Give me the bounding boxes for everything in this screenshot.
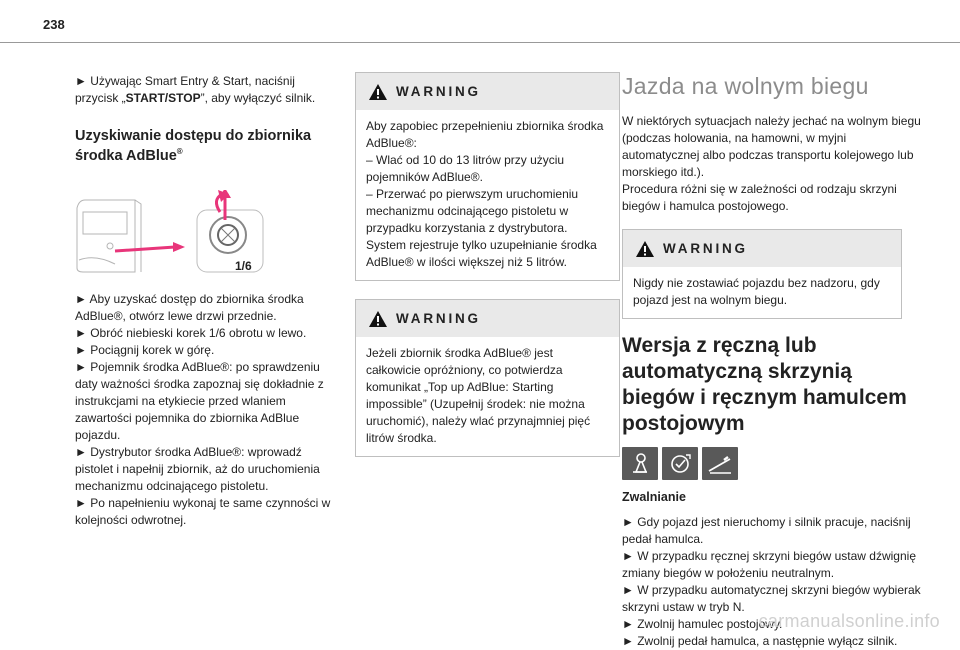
warning-text: Nigdy nie zostawiać pojazdu bez nadzoru, gdy pojazd jest na wolnym biegu. (633, 276, 880, 307)
warning-body (623, 267, 901, 318)
intro-line-2a: przycisk „ (75, 91, 126, 105)
auto-gear-icon (662, 447, 698, 480)
warning-title: WARNING (663, 241, 748, 256)
step-item: ► W przypadku ręcznej skrzyni biegów ustaw dźwignię zmiany biegów w położeniu neutralnym. (622, 549, 916, 580)
step-item: ► Pojemnik środka AdBlue®: po sprawdzeniu daty ważności środka zapoznaj się dokładnie z instrukcjami na etykiecie przed wlaniem zawartości pojemnika do zbiornika AdBlue pojazdu. (75, 360, 324, 442)
warning-body (356, 337, 619, 456)
adblue-tank-figure (75, 190, 337, 276)
warning-line: Aby zapobiec przepełnieniu zbiornika środka AdBlue®: (366, 119, 604, 150)
rotation-label: 1/6 (235, 259, 252, 273)
intro-line-1: ► Używając Smart Entry & Start, naciśnij (75, 74, 295, 88)
release-subheading: Zwalnianie (622, 490, 686, 504)
column-right (622, 72, 922, 650)
page-number: 238 (43, 17, 65, 32)
step-item: ► Gdy pojazd jest nieruchomy i silnik pracuje, naciśnij pedał hamulca. (622, 515, 911, 546)
version-icons (622, 447, 922, 480)
step-item: ► Pociągnij korek w górę. (75, 343, 215, 357)
warning-header (623, 230, 901, 267)
warning-box-unattended (622, 229, 902, 319)
freewheel-intro-2: Procedura różni się w zależności od rodzaju skrzyni biegów i hamulca postojowego. (622, 182, 897, 213)
warning-triangle-icon (368, 83, 388, 101)
parking-brake-icon (702, 447, 738, 480)
column-middle (355, 72, 620, 475)
step-item: ► Aby uzyskać dostęp do zbiornika środka AdBlue®, otwórz lewe drzwi przednie. (75, 292, 304, 323)
warning-header (356, 73, 619, 110)
intro-line-2b: ”, aby wyłączyć silnik. (200, 91, 316, 105)
manual-brake-heading: Wersja z ręczną lub automatyczną skrzynią biegów i ręcznym hamulcem postojowym (622, 334, 907, 435)
step-item: ► Zwolnij hamulec postojowy. (622, 617, 783, 631)
car-door-illustration (75, 190, 337, 276)
warning-line: – Wlać od 10 do 13 litrów przy użyciu pojemników AdBlue®. (366, 153, 565, 184)
freewheel-title: Jazda na wolnym biegu (622, 73, 869, 99)
warning-triangle-icon (635, 240, 655, 258)
warning-header (356, 300, 619, 337)
intro-paragraph (75, 73, 337, 107)
step-item: ► Po napełnieniu wykonaj te same czynności w kolejności odwrotnej. (75, 496, 331, 527)
gear-lever-icon (622, 447, 658, 480)
warning-text: Jeżeli zbiornik środka AdBlue® jest całkowicie opróżniony, co potwierdza komunikat „Top up AdBlue: Starting impossible” (Uzupełnij środek: nie można uruchomić), należy wlać przynajmniej pięć litrów środka. (366, 346, 591, 445)
warning-body (356, 110, 619, 280)
column-left (75, 73, 337, 529)
warning-title: WARNING (396, 311, 481, 326)
access-steps (75, 291, 337, 529)
step-item: ► Dystrybutor środka AdBlue®: wprowadź pistolet i napełnij zbiornik, aż do uruchomienia mechanizmu odcinającego pistoletu. (75, 445, 320, 493)
warning-title: WARNING (396, 84, 481, 99)
start-stop-label: START/STOP (125, 91, 201, 105)
header-divider (0, 42, 960, 43)
warning-triangle-icon (368, 310, 388, 328)
step-item: ► Zwolnij pedał hamulca, a następnie wyłącz silnik. (622, 634, 898, 648)
freewheel-intro: W niektórych sytuacjach należy jechać na wolnym biegu (podczas holowania, na hamowni, w myjni automatycznej albo podczas transportu kolejowego lub morskiego itd.). (622, 114, 921, 179)
site-watermark: carmanualsonline.info (758, 611, 940, 631)
warning-box-empty-tank (355, 299, 620, 457)
step-item: ► W przypadku automatycznej skrzyni biegów wybierak skrzyni ustaw w tryb N. (622, 583, 921, 614)
warning-box-overfill (355, 72, 620, 281)
warning-line: System rejestruje tylko uzupełnianie środka AdBlue® w ilości większej niż 5 litrów. (366, 238, 597, 269)
step-item: ► Obróć niebieski korek 1/6 obrotu w lewo. (75, 326, 307, 340)
warning-line: – Przerwać po pierwszym uruchomieniu mechanizmu odcinającego pistoletu w przypadku korzystania z dystrybutora. (366, 187, 579, 235)
adblue-access-heading: Uzyskiwanie dostępu do zbiornika środka AdBlue® (75, 128, 312, 164)
